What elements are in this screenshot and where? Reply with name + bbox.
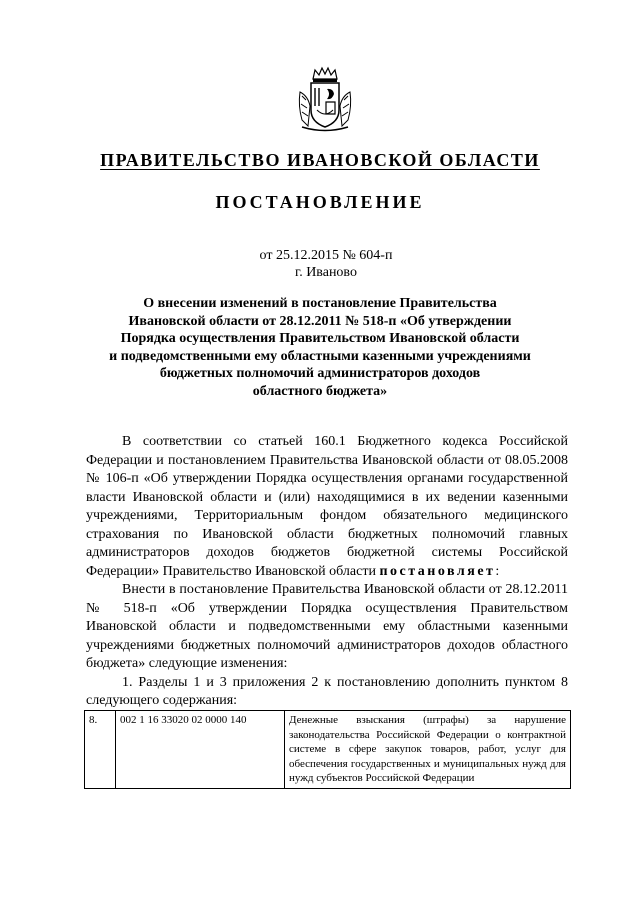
- table-row: [85, 711, 571, 789]
- resolves-keyword: постановляет: [379, 563, 496, 579]
- body-paragraph-1: [86, 433, 568, 581]
- subject-line: и подведомственными ему областными казенными учреждениями: [109, 348, 531, 364]
- subject-line: областного бюджета»: [252, 383, 388, 399]
- coat-of-arms-icon: [296, 66, 354, 134]
- paragraph-1-end: :: [495, 563, 500, 579]
- document-date-number: от 25.12.2015 № 604-п: [259, 248, 393, 263]
- amendment-table: [84, 710, 571, 789]
- table-cell-description: Денежные взыскания (штрафы) за нарушение законодательства Российской Федерации о контрактной системе в сфере закупок товаров, работ, услуг для обеспечения государственных и муниципальных нужд для нужд субъектов Российской Федерации: [285, 711, 571, 789]
- government-title-text: ПРАВИТЕЛЬСТВО ИВАНОВСКОЙ ОБЛАСТИ: [100, 150, 540, 170]
- subject-line: бюджетных полномочий администраторов доходов: [159, 366, 481, 381]
- body-paragraph-2: Внести в постановление Правительства Ивановской области от 28.12.2011 № 518-п «Об утверждении Порядка осуществления Правительством Ивановской области и подведомственными ему областными казенными учреждениями бюджетных полномочий администраторов доходов областного бюджета» следующие изменения:: [86, 582, 568, 671]
- document-subject: [60, 295, 580, 400]
- document-body: [86, 433, 568, 711]
- document-city: г. Иваново: [295, 265, 357, 280]
- paragraph-1-text: В соответствии со статьей 160.1 Бюджетного кодекса Российской Федерации и постановлением Правительства Ивановской области от 08.05.2008 № 106-п «Об утверждении Порядка осуществления органами государственной власти Ивановской области и (или) находящимися в их ведении казенными учреждениями, Территориальным фондом обязательного медицинского страхования по Ивановской области бюджетных полномочий главных администраторов доходов бюджетов бюджетной системы Российской Федерации» Правительство Ивановской области: [86, 434, 568, 579]
- subject-line: Порядка осуществления Правительством Ивановской области: [120, 331, 520, 346]
- subject-line: О внесении изменений в постановление Правительства: [143, 296, 497, 311]
- coat-of-arms-emblem: [296, 66, 354, 134]
- table-cell-code: 002 1 16 33020 02 0000 140: [116, 711, 285, 789]
- body-paragraph-3: 1. Разделы 1 и 3 приложения 2 к постановлению дополнить пунктом 8 следующего содержания:: [86, 674, 568, 708]
- document-meta: [0, 247, 640, 281]
- document-type: ПОСТАНОВЛЕНИЕ: [215, 192, 425, 212]
- government-title: [0, 150, 640, 171]
- table-cell-number: 8.: [85, 711, 116, 789]
- subject-line: Ивановской области от 28.12.2011 № 518-п «Об утверждении: [128, 313, 512, 329]
